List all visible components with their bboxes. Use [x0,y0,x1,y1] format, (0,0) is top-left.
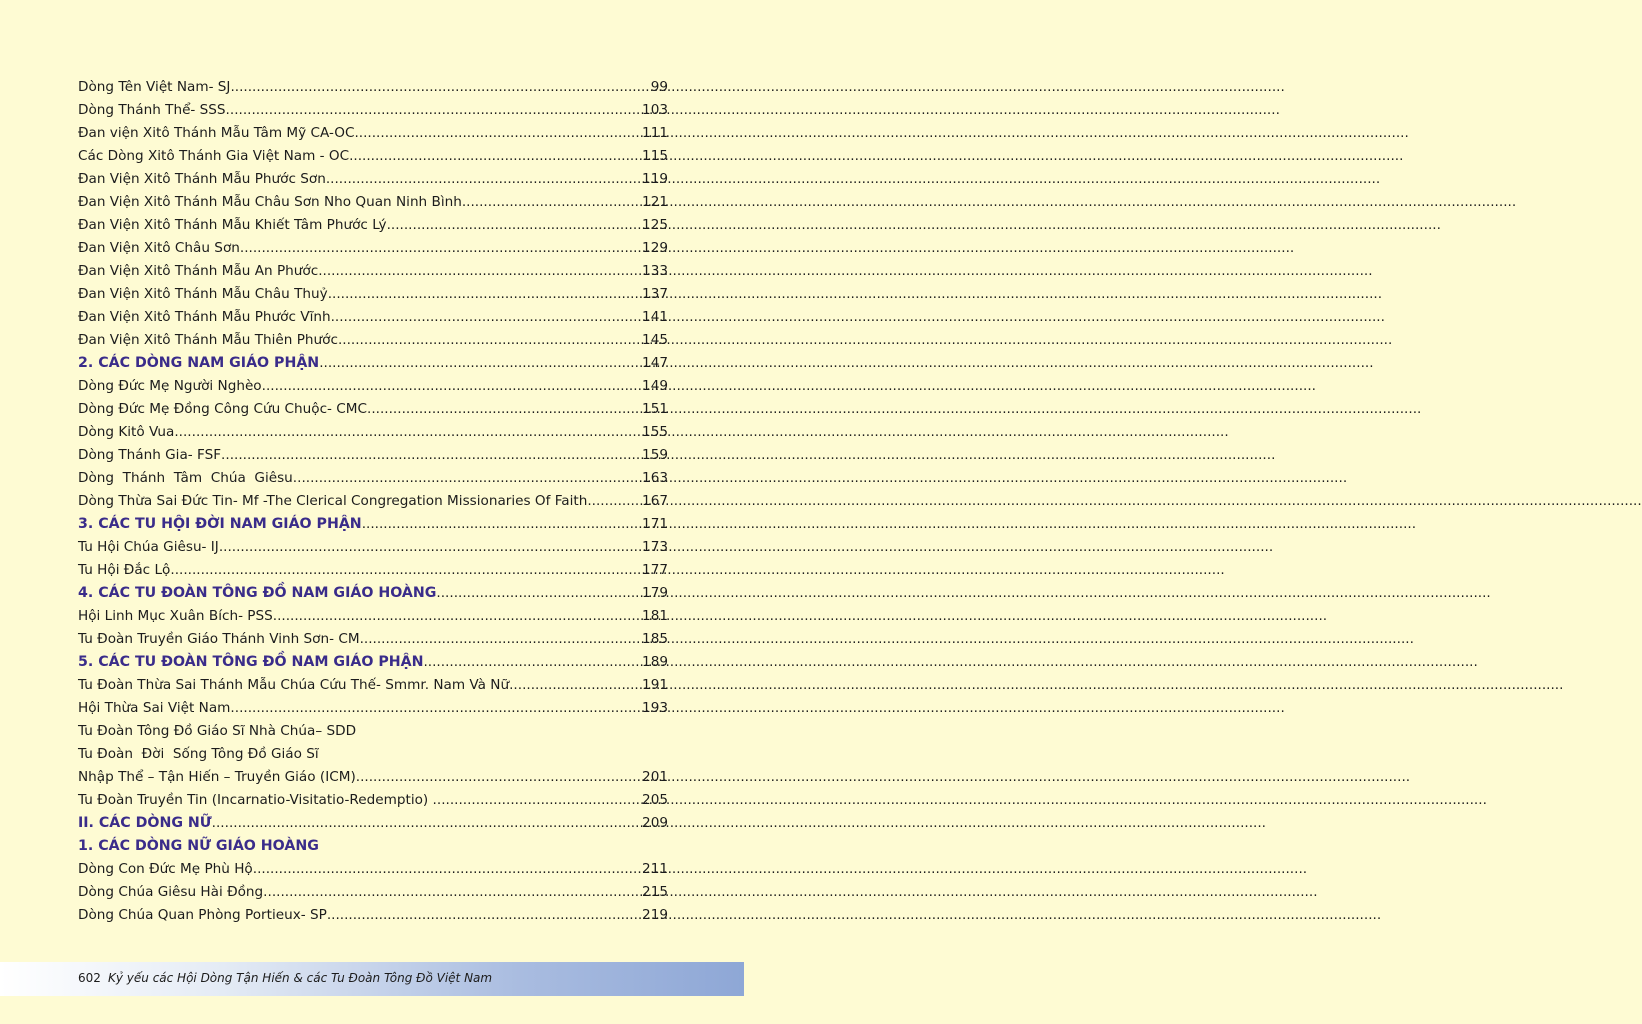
toc-entry-page: 103 [642,102,668,118]
toc-entry [78,421,668,444]
toc-leader-dots [338,329,641,352]
toc-entry [78,628,668,651]
toc-entry-title: Dòng Tên Việt Nam- SJ [78,79,231,95]
toc-entry-page: 163 [642,470,668,486]
toc-entry-title: Tu Đoàn Truyền Giáo Thánh Vinh Sơn- CM [78,631,360,647]
toc-entry-title: Tu Đoàn Thừa Sai Thánh Mẫu Chúa Cứu Thế- Smmr. Nam Và Nữ [78,677,510,693]
toc-entry-title: Tu Hội Đắc Lộ [78,562,171,578]
toc-entry-title: Tu Đoàn Tông Đồ Giáo Sĩ Nhà Chúa– SDD [78,723,357,739]
toc-leader-dots [587,490,641,513]
toc-leader-dots [319,352,641,375]
toc-leader-dots [293,467,641,490]
toc-entry-page: 209 [642,815,668,831]
toc-entry-title: Dòng Thánh Thể- SSS [78,102,226,118]
toc-entry-page: 119 [642,171,668,187]
toc-entry-page: 193 [642,700,668,716]
toc-entry [78,444,668,467]
toc-entry-page: 111 [642,125,668,141]
toc-entry [78,605,668,628]
toc-entry-title: Dòng Thừa Sai Đức Tin- Mf -The Clerical Congregation Missionaries Of Faith [78,493,588,509]
toc-entry-page: 147 [642,355,668,371]
toc-entry-title: II. CÁC DÒNG NỮ [78,815,212,831]
toc-entry [78,674,668,697]
toc-entry-page: 219 [642,907,668,923]
toc-entry [78,283,668,306]
toc-entry-page: 141 [642,309,668,325]
toc-leader-dots [318,260,641,283]
toc-leader-dots [362,513,641,536]
toc-entry [78,490,668,513]
toc-entry-page: 189 [642,654,668,670]
toc-entry-title: Đan Viện Xitô Thánh Mẫu Phước Vĩnh [78,309,331,325]
toc-entry-title: Tu Đoàn Đời Sống Tông Đồ Giáo Sĩ [78,746,319,762]
toc-entry-page: 191 [642,677,668,693]
toc-entry-title: Dòng Con Đức Mẹ Phù Hộ [78,861,253,877]
toc-entry-page: 129 [642,240,668,256]
table-of-contents [78,76,668,927]
toc-entry [78,720,668,743]
toc-entry [78,904,668,927]
toc-entry-title: Dòng Kitô Vua [78,424,175,440]
toc-entry-page: 133 [642,263,668,279]
toc-leader-dots [387,214,641,237]
toc-entry-page: 159 [642,447,668,463]
toc-entry-title: Đan Viện Xitô Châu Sơn [78,240,240,256]
toc-entry [78,743,668,766]
toc-entry-title: Đan Viện Xitô Thánh Mẫu Phước Sơn [78,171,326,187]
toc-leader-dots [230,76,649,99]
toc-entry [78,99,668,122]
toc-leader-dots [326,168,641,191]
toc-entry-title: 4. CÁC TU ĐOÀN TÔNG ĐỒ NAM GIÁO HOÀNG [78,585,437,601]
toc-entry-page: 167 [642,493,668,509]
toc-entry-title: 2. CÁC DÒNG NAM GIÁO PHẬN [78,355,320,371]
toc-entry-title: Hội Linh Mục Xuân Bích- PSS [78,608,273,624]
toc-entry [78,260,668,283]
toc-entry [78,651,668,674]
toc-entry-title: Dòng Đức Mẹ Người Nghèo [78,378,262,394]
toc-entry [78,398,668,421]
toc-entry-page: 215 [642,884,668,900]
toc-entry-title: Tu Hội Chúa Giêsu- IJ [78,539,219,555]
toc-entry [78,168,668,191]
toc-entry-title: Dòng Thánh Tâm Chúa Giêsu [78,470,293,486]
toc-entry [78,536,668,559]
toc-entry [78,375,668,398]
toc-entry [78,214,668,237]
toc-entry-title: Đan Viện Xitô Thánh Mẫu Khiết Tâm Phước Lý [78,217,387,233]
footer-book-title: Kỷ yếu các Hội Dòng Tận Hiến & các Tu Đoàn Tông Đồ Việt Nam [108,971,493,985]
toc-entry-title: Đan Viện Xitô Thánh Mẫu An Phước [78,263,319,279]
toc-entry [78,237,668,260]
page-footer [0,962,744,996]
toc-entry-page: 99 [650,79,668,95]
toc-leader-dots [360,628,641,651]
toc-entry-page: 205 [642,792,668,808]
toc-entry [78,76,668,99]
toc-entry-title: Dòng Chúa Giêsu Hài Đồng [78,884,264,900]
toc-entry-title: Các Dòng Xitô Thánh Gia Việt Nam - OC [78,148,350,164]
toc-leader-dots [174,421,641,444]
toc-leader-dots [219,536,641,559]
toc-entry [78,835,668,858]
toc-entry-page: 201 [642,769,668,785]
footer-page-number: 602 [78,971,101,985]
toc-leader-dots [328,283,641,306]
toc-entry [78,467,668,490]
toc-entry [78,789,668,812]
toc-leader-dots [212,812,641,835]
toc-entry [78,881,668,904]
toc-entry-page: 155 [642,424,668,440]
toc-entry [78,766,668,789]
toc-entry-title: Đan Viện Xitô Thánh Mẫu Thiên Phước [78,332,338,348]
toc-leader-dots [349,145,641,168]
toc-entry-page: 151 [642,401,668,417]
toc-entry-title: 5. CÁC TU ĐOÀN TÔNG ĐỒ NAM GIÁO PHẬN [78,654,424,670]
toc-leader-dots [354,122,641,145]
toc-leader-dots [226,99,642,122]
toc-leader-dots [356,766,641,789]
toc-entry [78,812,668,835]
toc-leader-dots [230,697,641,720]
toc-entry-title: Tu Đoàn Truyền Tin (Incarnatio-Visitatio-Redemptio) [78,792,433,808]
toc-entry-page: 145 [642,332,668,348]
toc-entry [78,513,668,536]
toc-leader-dots [273,605,641,628]
toc-entry-page: 137 [642,286,668,302]
toc-leader-dots [240,237,641,260]
toc-leader-dots [367,398,641,421]
toc-entry-title: Dòng Thánh Gia- FSF [78,447,222,463]
toc-entry-page: 125 [642,217,668,233]
toc-entry [78,329,668,352]
toc-entry-page: 149 [642,378,668,394]
toc-entry [78,191,668,214]
toc-leader-dots [436,582,641,605]
toc-entry [78,145,668,168]
toc-entry-title: Dòng Đức Mẹ Đồng Công Cứu Chuộc- CMC [78,401,367,417]
toc-leader-dots [221,444,641,467]
toc-leader-dots [423,651,641,674]
toc-entry-title: Nhập Thể – Tận Hiến – Truyền Giáo (ICM) [78,769,356,785]
toc-leader-dots [433,789,642,812]
toc-entry [78,582,668,605]
toc-leader-dots [331,306,641,329]
toc-entry-title: Đan Viện Xitô Thánh Mẫu Châu Sơn Nho Quan Ninh Bình [78,194,462,210]
toc-entry-title: Đan viện Xitô Thánh Mẫu Tâm Mỹ CA-OC [78,125,355,141]
toc-leader-dots [509,674,641,697]
toc-entry [78,306,668,329]
toc-entry-page: 181 [642,608,668,624]
toc-entry [78,858,668,881]
toc-entry [78,122,668,145]
toc-entry-page: 171 [642,516,668,532]
toc-leader-dots [263,881,641,904]
toc-leader-dots [327,904,641,927]
toc-entry-title: Đan Viện Xitô Thánh Mẫu Châu Thuỷ [78,286,328,302]
toc-leader-dots [262,375,641,398]
toc-leader-dots [170,559,641,582]
toc-entry [78,697,668,720]
toc-entry-page: 211 [642,861,668,877]
toc-leader-dots [462,191,641,214]
toc-leader-dots [253,858,641,881]
toc-entry [78,352,668,375]
toc-entry-page: 121 [642,194,668,210]
toc-entry-page: 115 [642,148,668,164]
toc-entry [78,559,668,582]
toc-entry-title: 1. CÁC DÒNG NỮ GIÁO HOÀNG [78,838,319,854]
toc-entry-title: Dòng Chúa Quan Phòng Portieux- SP [78,907,327,923]
toc-entry-page: 173 [642,539,668,555]
toc-entry-page: 177 [642,562,668,578]
toc-entry-title: 3. CÁC TU HỘI ĐỜI NAM GIÁO PHẬN [78,516,362,532]
toc-entry-title: Hội Thừa Sai Việt Nam [78,700,231,716]
toc-entry-page: 185 [642,631,668,647]
toc-entry-page: 179 [642,585,668,601]
